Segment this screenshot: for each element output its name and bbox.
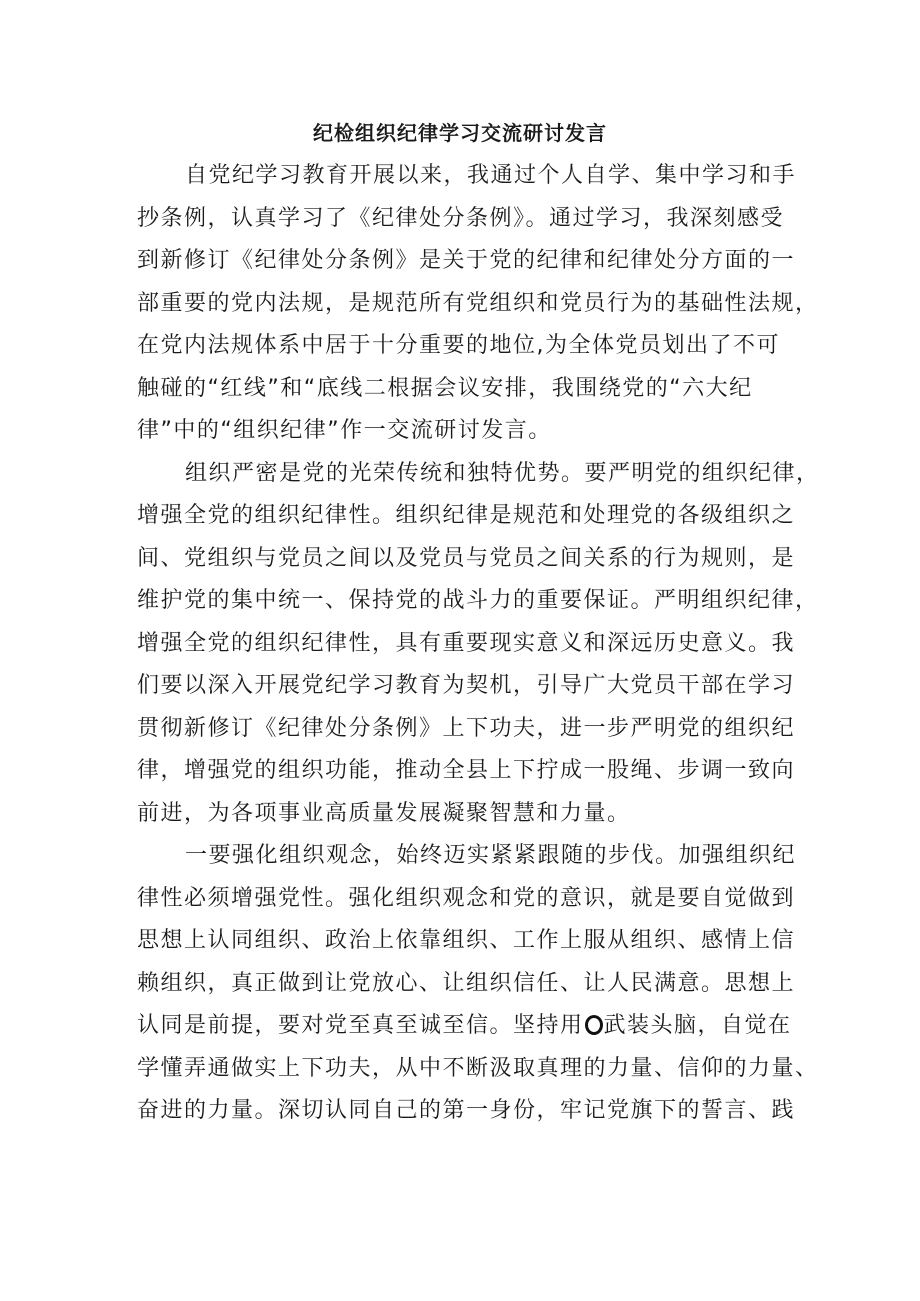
circle-glyph-icon: [585, 1015, 603, 1035]
text-line: 增强全党的组织纪律性。组织纪律是规范和处理党的各级组织之: [137, 503, 796, 528]
text-line: 到新修订《纪律处分条例》是关于党的纪律和纪律处分方面的一: [137, 248, 796, 273]
text-line: 律”中的“组织纪律”作一交流研讨发言。: [137, 418, 552, 443]
text-line: 们要以深入开展党纪学习教育为契机，引导广大党员干部在学习: [137, 673, 796, 698]
text-line: 律，增强党的组织功能，推动全县上下拧成一股绳、步调一致向: [137, 758, 796, 783]
text-line: 触碰的“红线”和“底线二根据会议安排，我围绕党的“六大纪: [137, 375, 753, 401]
text-line: 前进，为各项事业高质量发展凝聚智慧和力量。: [137, 800, 631, 826]
text-line: 一要强化组织观念，始终迈实紧紧跟随的步伐。加强组织纪: [185, 843, 797, 868]
text-line: 抄条例，认真学习了《纪律处分条例》。通过学习，我深刻感受: [137, 205, 785, 231]
document-title: 纪检组织纪律学习交流研讨发言: [313, 121, 607, 145]
text-line: 自党纪学习教育开展以来，我通过个人自学、集中学习和手: [185, 163, 797, 188]
text-line: 贯彻新修订《纪律处分条例》上下功夫，进一步严明党的组织纪: [137, 715, 796, 741]
paragraph-2: [137, 453, 820, 836]
text-fragment: 认同是前提，要对党至真至诚至信。坚持用: [137, 1013, 584, 1038]
text-line: 奋进的力量。深切认同自己的第一身份，牢记党旗下的誓言、践: [137, 1098, 796, 1123]
paragraph-1: [137, 155, 819, 453]
text-line: 部重要的党内法规，是规范所有党组织和党员行为的基础性法规，: [137, 290, 819, 316]
text-line-with-glyph: [137, 1005, 792, 1048]
paragraph-3: [137, 835, 819, 1133]
text-line: 增强全党的组织纪律性，具有重要现实意义和深远历史意义。我: [137, 630, 796, 656]
text-fragment: 武装头脑，自觉在: [603, 1013, 792, 1038]
document-body: [137, 155, 820, 1133]
text-line: 赖组织，真正做到让党放心、让组织信任、让人民满意。思想上: [137, 970, 796, 996]
text-line: 在党内法规体系中居于十分重要的地位,为全体党员划出了不可: [137, 333, 780, 358]
text-line: 思想上认同组织、政治上依靠组织、工作上服从组织、感情上信: [137, 928, 796, 953]
text-line: 间、党组织与党员之间以及党员与党员之间关系的行为规则，是: [137, 545, 796, 571]
text-line: 学懂弄通做实上下功夫，从中不断汲取真理的力量、信仰的力量、: [137, 1055, 819, 1081]
text-line: 维护党的集中统一、保持党的战斗力的重要保证。严明组织纪律，: [137, 588, 819, 613]
text-line: 组织严密是党的光荣传统和独特优势。要严明党的组织纪律，: [185, 460, 820, 486]
text-line: 律性必须增强党性。强化组织观念和党的意识，就是要自觉做到: [137, 885, 796, 911]
